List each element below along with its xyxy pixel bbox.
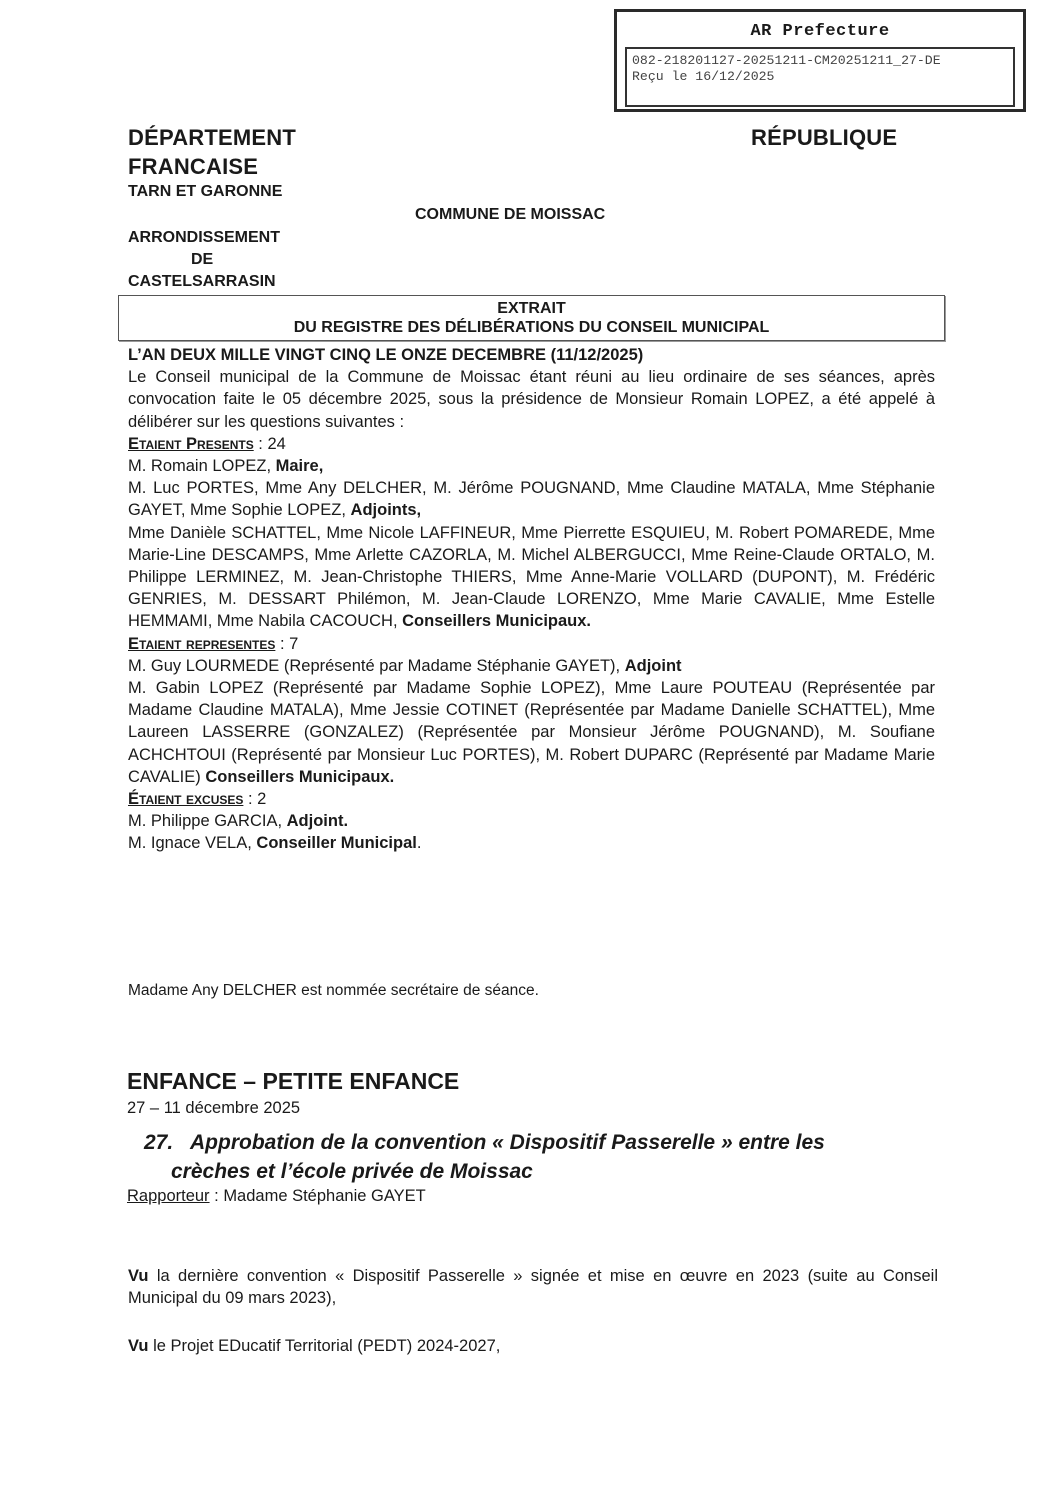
commune-name: COMMUNE DE MOISSAC: [415, 206, 606, 223]
session-date-heading: L’AN DEUX MILLE VINGT CINQ LE ONZE DECEMBRE (11/12/2025): [128, 346, 644, 364]
maire-role: Maire,: [275, 457, 324, 476]
extrait-title: EXTRAIT: [497, 300, 566, 317]
stamp-title: AR Prefecture: [750, 22, 890, 41]
excuse-1-name: M. Philippe GARCIA,: [128, 812, 287, 831]
session-intro: Le Conseil municipal de la Commune de Moissac étant réuni au lieu ordinaire de ses séances, après convocation faite le 05 décembre 2025, sous la présidence de Monsieur Romain LOPEZ, a été appelé à délibérer sur les questions suivantes :: [128, 368, 935, 431]
considerant-text: la dernière convention « Dispositif Passerelle » signée et mise en œuvre en 2023 (suite au Conseil Municipal du 09 mars 2023),: [128, 1267, 938, 1307]
excuse-2-name: M. Ignace VELA,: [128, 834, 257, 853]
maire-name: M. Romain LOPEZ,: [128, 457, 276, 476]
departement-line2: FRANCAISE: [128, 154, 259, 179]
rep-conseillers-names: M. Gabin LOPEZ (Représenté par Madame Sophie LOPEZ), Mme Laure POUTEAU (Représentée par Madame Claudine MATALA), Mme Jessie COTINET (Représentée par Madame Danielle SCHATTEL), Mme Laureen LASSERRE (GONZALEZ) (Représentée par Monsieur Jérôme POUGNAND), M. Soufiane ACHCHTOUI (Représenté par Monsieur Luc PORTES), M. Robert DUPARC (Représenté par Madame Marie CAVALIE): [128, 679, 935, 786]
ar-prefecture-stamp: [614, 9, 1026, 112]
conseillers-names: Mme Danièle SCHATTEL, Mme Nicole LAFFINEUR, Mme Pierrette ESQUIEU, M. Robert POMAREDE, Mme Marie-Line DESCAMPS, Mme Arlette CAZORLA, M. Michel ALBERGUCCI, Mme Reine-Claude ORTALO, M. Philippe LERMINEZ, M. Jean-Christophe THIERS, Mme Anne-Marie VOLLARD (DUPONT), M. Frédéric GENRIES, M. DESSART Philémon, M. Jean-Claude LORENZO, Mme Marie CAVALIE, Mme Estelle HEMMAMI, Mme Nabila CACOUCH,: [128, 523, 935, 631]
considerant-text: le Projet EDucatif Territorial (PEDT) 2024-2027,: [148, 1337, 501, 1355]
rapporteur: [127, 1187, 426, 1206]
vu-label: Vu: [128, 1267, 149, 1285]
departement-line1: DÉPARTEMENT: [128, 125, 297, 150]
rep-adjoint-role: Adjoint: [624, 656, 682, 675]
extrait-banner: [118, 295, 945, 341]
presents-count: : 24: [253, 434, 286, 453]
rep-adjoint-names: M. Guy LOURMEDE (Représenté par Madame Stéphanie GAYET),: [128, 656, 625, 675]
excuse-1-role: Adjoint.: [286, 812, 349, 831]
excuses-count: : 2: [243, 790, 267, 809]
conseillers-role: Conseillers Municipaux.: [402, 612, 592, 631]
arrondissement-line3: CASTELSARRASIN: [128, 273, 276, 290]
stamp-received-date: Reçu le 16/12/2025: [632, 69, 775, 84]
representes-count: : 7: [275, 634, 299, 653]
deliberation-title: [144, 1128, 944, 1186]
rapporteur-label: Rapporteur: [127, 1187, 210, 1205]
rep-conseillers-role: Conseillers Municipaux.: [205, 767, 395, 786]
deliberation-title-line1: Approbation de la convention « Dispositif Passerelle » entre les: [190, 1131, 825, 1154]
deliberation-number: 27.: [144, 1131, 174, 1154]
section-date: 27 – 11 décembre 2025: [127, 1099, 301, 1117]
republique-label: RÉPUBLIQUE: [751, 125, 898, 150]
considerant-1: [128, 1265, 938, 1309]
stamp-details: [625, 47, 1015, 107]
excuses-label: Étaient excuses: [128, 790, 244, 809]
excuse-2-role: Conseiller Municipal: [256, 834, 417, 853]
rapporteur-value: : Madame Stéphanie GAYET: [209, 1187, 426, 1205]
section-title: ENFANCE – PETITE ENFANCE: [127, 1068, 460, 1094]
vu-label: Vu: [128, 1337, 149, 1355]
representes-label: Etaient representes: [128, 634, 276, 653]
adjoints-role: Adjoints,: [350, 501, 422, 520]
stamp-reference: 082-218201127-20251211-CM20251211_27-DE: [632, 53, 941, 68]
deliberation-title-line2: crèches et l’école privée de Moissac: [171, 1160, 533, 1183]
arrondissement-line1: ARRONDISSEMENT: [128, 229, 281, 246]
arrondissement-line2: DE: [191, 251, 214, 268]
tarn-et-garonne: TARN ET GARONNE: [128, 183, 283, 200]
extrait-subtitle: DU REGISTRE DES DÉLIBÉRATIONS DU CONSEIL MUNICIPAL: [293, 319, 770, 336]
considerant-2: [128, 1335, 938, 1357]
adjoints-names: M. Luc PORTES, Mme Any DELCHER, M. Jérôme POUGNAND, Mme Claudine MATALA, Mme Stéphanie GAYET, Mme Sophie LOPEZ,: [128, 479, 935, 520]
session-body: [128, 344, 935, 855]
presents-label: Etaient Presents: [128, 434, 254, 453]
secretaire-statement: Madame Any DELCHER est nommée secrétaire de séance.: [128, 982, 539, 999]
excuse-2-period: .: [416, 834, 422, 853]
